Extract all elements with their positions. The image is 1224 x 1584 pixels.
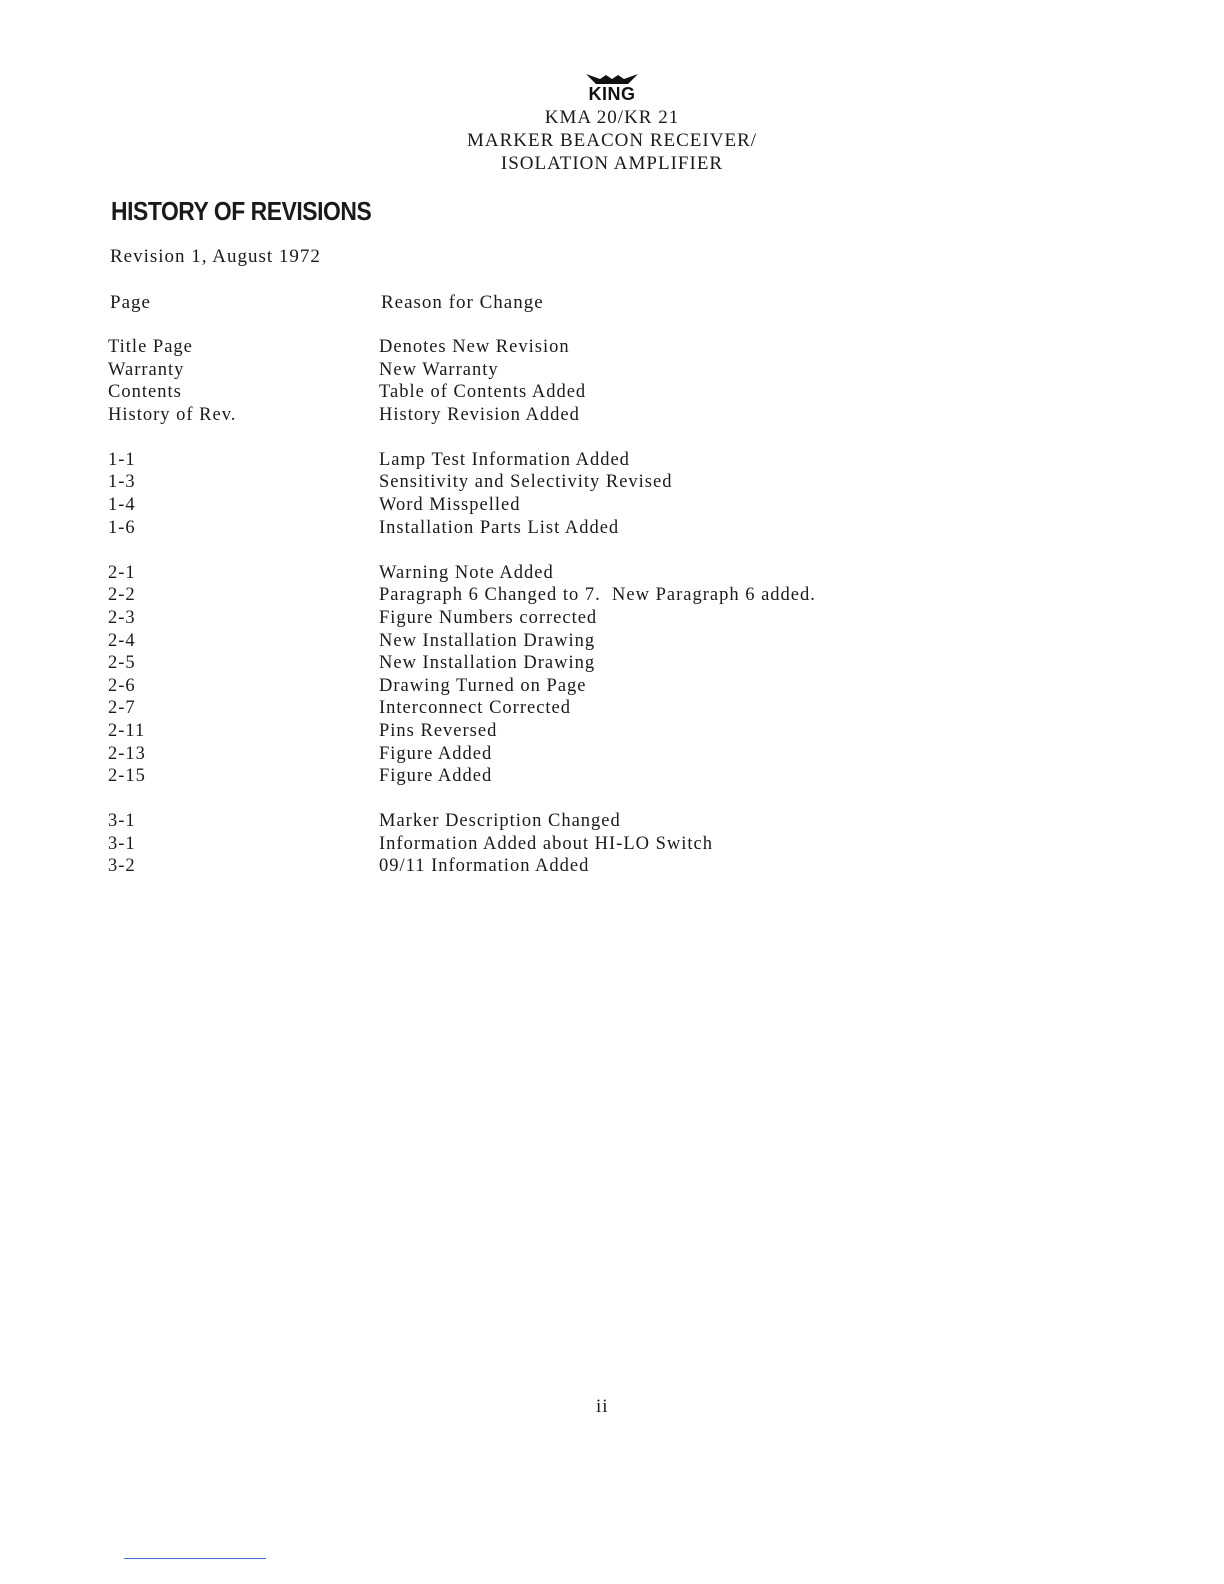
table-row [108,494,1008,517]
row-reason: Marker Description Changed [379,811,621,832]
row-page: Warranty [108,359,185,380]
table-row [108,471,1008,494]
page-number: ii [596,1396,609,1417]
row-page: 2-2 [108,585,136,606]
row-page: 2-5 [108,653,136,674]
table-row [108,517,1008,540]
table-row [108,336,1008,359]
row-reason: New Installation Drawing [379,653,596,674]
row-reason: History Revision Added [379,404,580,425]
footer-divider [124,1558,266,1559]
table-row [108,720,1008,743]
row-reason: Figure Numbers corrected [379,607,598,628]
row-reason: Pins Reversed [379,720,498,741]
document-header [412,66,812,175]
king-logo [582,66,642,106]
row-reason: Information Added about HI-LO Switch [379,833,713,854]
table-row [108,810,1008,833]
row-page: 2-1 [108,562,136,583]
table-row [108,833,1008,856]
table-row [108,855,1008,878]
row-page: 1-6 [108,517,136,538]
row-reason: New Installation Drawing [379,630,596,651]
row-reason: Warning Note Added [379,562,554,583]
row-page: 1-3 [108,472,136,493]
row-page: 1-4 [108,495,136,516]
row-page: 3-1 [108,811,136,832]
row-reason: New Warranty [379,359,499,380]
row-page: 2-15 [108,766,146,787]
product-title-line-2: ISOLATION AMPLIFIER [500,153,724,174]
row-reason: Figure Added [379,743,493,764]
row-reason: Sensitivity and Selectivity Revised [379,472,673,493]
table-row [108,765,1008,788]
row-reason: Interconnect Corrected [379,698,572,719]
table-row [108,630,1008,653]
row-page: 2-13 [108,743,146,764]
row-reason: 09/11 Information Added [379,856,590,877]
row-page: 2-11 [108,720,146,741]
row-page: Contents [108,382,182,403]
row-reason: Table of Contents Added [379,382,587,403]
table-row [108,584,1008,607]
table-row [108,675,1008,698]
revision-group-section-3 [108,810,1008,878]
row-reason: Denotes New Revision [379,337,570,357]
row-page: 2-6 [108,675,136,696]
table-row [108,404,1008,427]
row-page: 3-1 [108,833,136,854]
table-row [108,562,1008,585]
row-page: 2-7 [108,698,136,719]
revision-group-front-matter [108,336,1008,426]
row-page: 2-3 [108,607,136,628]
row-page: 3-2 [108,856,136,877]
revision-date: Revision 1, August 1972 [110,246,321,267]
row-reason: Installation Parts List Added [379,517,620,538]
product-title-line-1: MARKER BEACON RECEIVER/ [466,130,758,151]
row-page: 2-4 [108,630,136,651]
row-reason: Drawing Turned on Page [379,675,587,696]
row-page: History of Rev. [108,404,237,425]
row-page: 1-1 [108,449,136,470]
row-page: Title Page [108,337,193,357]
table-row [108,697,1008,720]
row-reason: Figure Added [379,766,493,787]
table-row [108,652,1008,675]
row-reason: Lamp Test Information Added [379,449,630,470]
table-row [108,381,1008,404]
column-header-page: Page [110,292,151,313]
revision-table [108,336,1008,900]
row-reason: Paragraph 6 Changed to 7. New Paragraph 6 added. [379,585,816,606]
table-row [108,607,1008,630]
page-title: HISTORY OF REVISIONS [111,196,372,226]
row-reason: Word Misspelled [379,495,521,516]
table-row [108,743,1008,766]
model-number: KMA 20/KR 21 [544,107,680,128]
table-row [108,359,1008,382]
revision-group-section-2 [108,562,1008,788]
revision-group-section-1 [108,449,1008,539]
table-row [108,449,1008,472]
crown-wing-icon [582,66,642,106]
logo-wordmark: KING [588,84,636,104]
column-header-reason: Reason for Change [381,292,544,313]
